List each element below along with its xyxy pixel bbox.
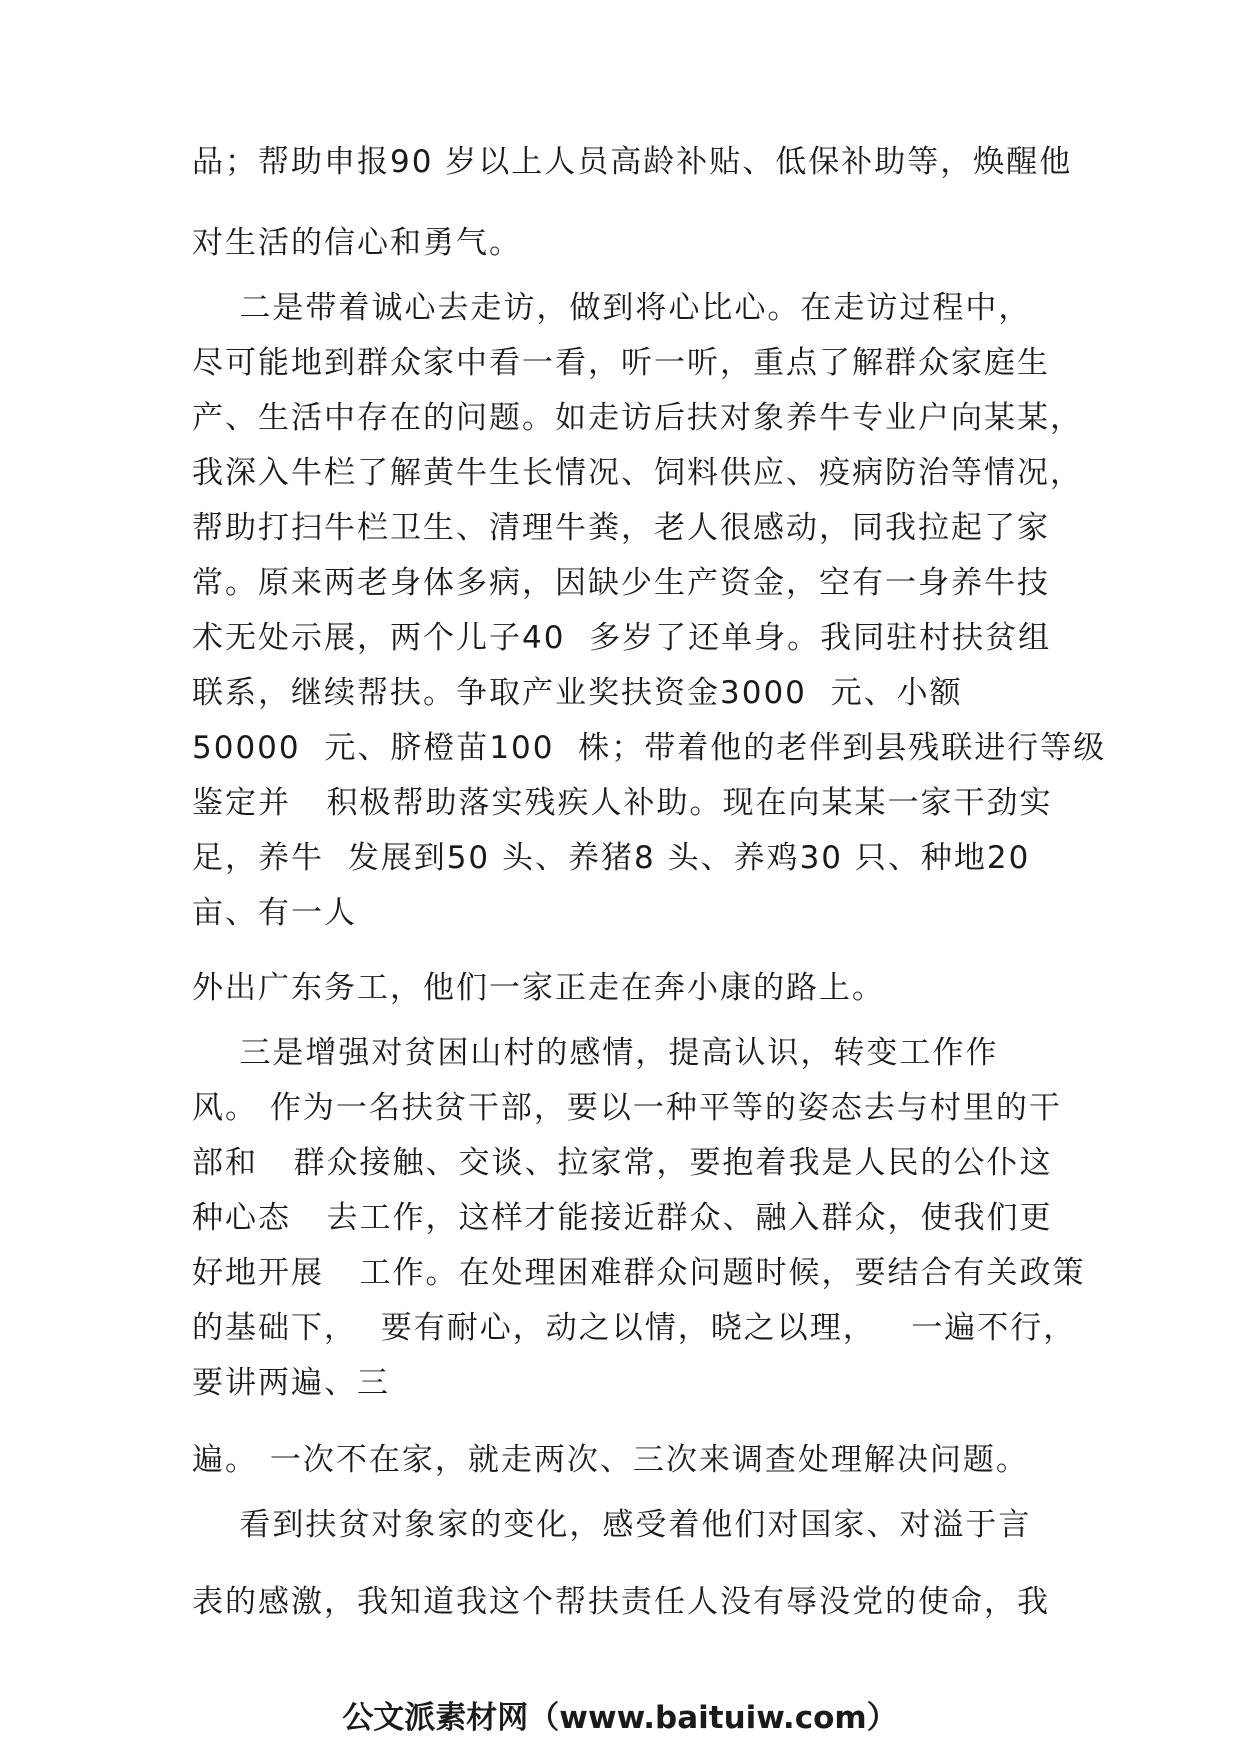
body-line: 足，养牛 发展到50 头、养猪8 头、养鸡30 只、种地20	[192, 840, 1031, 876]
body-line: 亩、有一人	[192, 895, 357, 931]
body-line: 联系，继续帮扶。争取产业奖扶资金3000 元、小额	[192, 675, 963, 711]
body-line: 产、生活中存在的问题。如走访后扶对象养牛专业户向某某，	[192, 400, 1083, 436]
body-line: 三是增强对贫困山村的感情，提高认识，转变工作作	[192, 1035, 999, 1071]
body-line: 对生活的信心和勇气。	[192, 225, 522, 261]
body-line: 好地开展 工作。在处理困难群众问题时候，要结合有关政策	[192, 1255, 1086, 1291]
body-line: 鉴定并 积极帮助落实残疾人补助。现在向某某一家干劲实	[192, 785, 1053, 821]
body-line: 常。原来两老身体多病，因缺少生产资金，空有一身养牛技	[192, 565, 1050, 601]
body-line: 帮助打扫牛栏卫生、清理牛粪，老人很感动，同我拉起了家	[192, 510, 1050, 546]
body-line: 的基础下， 要有耐心，动之以情，晓之以理， 一遍不行，	[192, 1310, 1077, 1346]
body-line: 表的感激，我知道我这个帮扶责任人没有辱没党的使命，我	[192, 1584, 1050, 1620]
body-line: 种心态 去工作，这样才能接近群众、融入群众，使我们更	[192, 1200, 1053, 1236]
body-line: 部和 群众接触、交谈、拉家常，要抱着我是人民的公仆这	[192, 1145, 1053, 1181]
body-line: 遍。 一次不在家，就走两次、三次来调查处理解决问题。	[192, 1442, 1029, 1478]
body-line: 50000 元、脐橙苗100 株；带着他的老伴到县残联进行等级	[192, 730, 1107, 766]
body-line: 尽可能地到群众家中看一看，听一听，重点了解群众家庭生	[192, 345, 1050, 381]
body-line: 品；帮助申报90 岁以上人员高龄补贴、低保补助等，焕醒他	[192, 144, 1073, 180]
footer-source: 公文派素材网（www.baituiw.com）	[342, 1700, 898, 1736]
body-line: 要讲两遍、三	[192, 1365, 390, 1401]
body-line: 外出广东务工，他们一家正走在奔小康的路上。	[192, 970, 885, 1006]
body-line: 我深入牛栏了解黄牛生长情况、饲料供应、疫病防治等情况，	[192, 455, 1083, 491]
body-line: 二是带着诚心去走访，做到将心比心。在走访过程中，	[192, 290, 1032, 326]
body-line: 风。 作为一名扶贫干部，要以一种平等的姿态去与村里的干	[192, 1090, 1062, 1126]
body-line: 术无处示展，两个儿子40 多岁了还单身。我同驻村扶贫组	[192, 620, 1052, 656]
body-line: 看到扶贫对象家的变化，感受着他们对国家、对溢于言	[192, 1507, 1032, 1543]
